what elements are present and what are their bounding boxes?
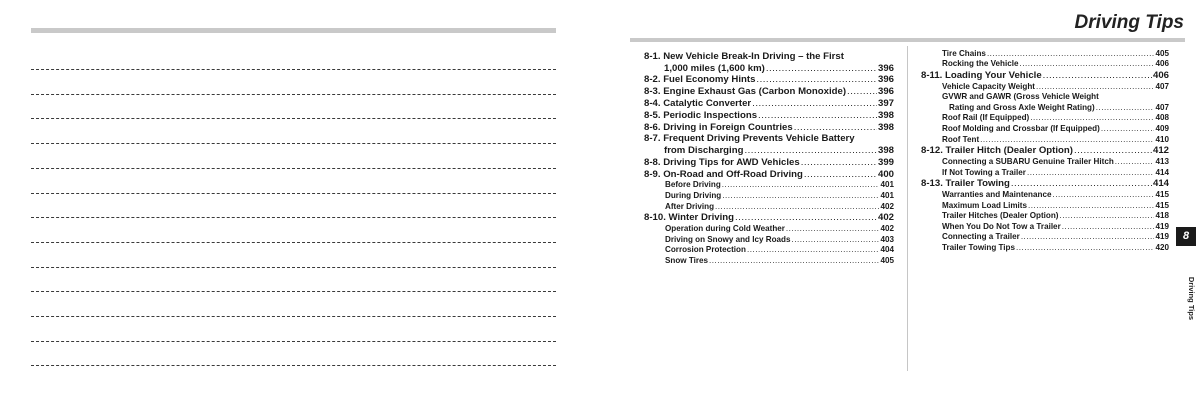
toc-entry-page: 398 xyxy=(877,121,894,133)
toc-entry-page: 408 xyxy=(1155,113,1169,123)
toc-entry-title: Rating and Gross Axle Weight Rating) xyxy=(949,102,1095,112)
toc-entry[interactable] xyxy=(644,212,894,224)
toc-entry-page: 402 xyxy=(880,223,894,233)
toc-entry-title: 8-10. Winter Driving xyxy=(644,212,735,224)
toc-entry-page: 410 xyxy=(1155,134,1169,144)
toc-entry-page: 414 xyxy=(1155,167,1169,177)
toc-leader-dots xyxy=(1096,102,1155,113)
toc-leader-dots xyxy=(1060,210,1155,221)
toc-leader-dots xyxy=(987,48,1155,59)
toc-leader-dots xyxy=(715,201,879,212)
toc-entry-page: 396 xyxy=(877,74,894,86)
toc-entry-page: 418 xyxy=(1155,211,1169,221)
toc-leader-dots xyxy=(722,179,880,190)
toc-leader-dots xyxy=(786,223,880,234)
toc-entry-page: 420 xyxy=(1155,242,1169,252)
note-line xyxy=(31,193,556,194)
note-line xyxy=(31,69,556,70)
toc-leader-dots xyxy=(1074,145,1152,156)
toc-leader-dots xyxy=(1052,189,1154,200)
toc-entry-title: 8-11. Loading Your Vehicle xyxy=(921,69,1042,81)
toc-entry[interactable] xyxy=(921,189,1169,200)
toc-leader-dots xyxy=(756,74,877,85)
note-line xyxy=(31,118,556,119)
toc-entry-title: Vehicle Capacity Weight xyxy=(942,81,1035,91)
toc-entry-page: 413 xyxy=(1155,156,1169,166)
toc-leader-dots xyxy=(722,190,879,201)
toc-entry[interactable] xyxy=(921,232,1169,243)
toc-entry[interactable] xyxy=(921,221,1169,232)
toc-entry[interactable] xyxy=(921,59,1169,70)
toc-entry-page: 402 xyxy=(877,212,894,224)
toc-entry[interactable] xyxy=(921,145,1169,157)
note-line xyxy=(31,365,556,366)
toc-entry-title: Trailer Hitches (Dealer Option) xyxy=(942,211,1059,221)
toc-entry-title: Operation during Cold Weather xyxy=(665,223,785,233)
toc-entry[interactable] xyxy=(921,211,1169,222)
toc-leader-dots xyxy=(709,255,879,266)
toc-entry[interactable] xyxy=(644,190,894,201)
note-line xyxy=(31,94,556,95)
toc-entry[interactable] xyxy=(921,113,1169,124)
toc-entry-page: 406 xyxy=(1152,69,1169,81)
toc-entry-title: Roof Molding and Crossbar (If Equipped) xyxy=(942,123,1100,133)
toc-right-column xyxy=(921,48,1169,253)
note-line xyxy=(31,316,556,317)
column-divider xyxy=(907,46,908,371)
toc-entry-page: 409 xyxy=(1155,123,1169,133)
toc-entry-page: 398 xyxy=(877,145,894,157)
toc-entry-title: 8-1. New Vehicle Break-In Driving – the First xyxy=(644,50,844,62)
toc-entry[interactable] xyxy=(921,92,1169,103)
toc-entry-title: Trailer Towing Tips xyxy=(942,242,1016,252)
toc-entry-page: 399 xyxy=(877,156,894,168)
toc-entry-title: 1,000 miles (1,600 km) xyxy=(664,62,765,74)
toc-leader-dots xyxy=(1036,81,1155,92)
toc-leader-dots xyxy=(758,110,877,121)
toc-entry-page: 400 xyxy=(877,168,894,180)
toc-entry-page: 403 xyxy=(880,234,894,244)
note-line xyxy=(31,143,556,144)
toc-entry-title: 8-4. Catalytic Converter xyxy=(644,97,752,109)
toc-entry-title: Tire Chains xyxy=(942,48,986,58)
toc-leader-dots xyxy=(791,234,879,245)
toc-entry-page: 401 xyxy=(880,190,894,200)
toc-entry-title: from Discharging xyxy=(664,145,744,157)
note-line xyxy=(31,341,556,342)
toc-entry-title: 8-6. Driving in Foreign Countries xyxy=(644,121,793,133)
toc-entry-page: 405 xyxy=(880,255,894,265)
toc-leader-dots xyxy=(735,212,877,223)
toc-entry[interactable] xyxy=(644,133,894,145)
right-page-header-rule xyxy=(630,38,1185,42)
toc-entry-page: 407 xyxy=(1155,102,1169,112)
toc-entry-title: 8-3. Engine Exhaust Gas (Carbon Monoxide) xyxy=(644,86,847,98)
toc-entry-page: 404 xyxy=(880,245,894,255)
toc-entry[interactable] xyxy=(644,109,894,121)
toc-entry-page: 405 xyxy=(1155,48,1169,58)
toc-leader-dots xyxy=(1101,123,1155,134)
note-line xyxy=(31,267,556,268)
toc-entry[interactable] xyxy=(921,69,1169,81)
toc-leader-dots xyxy=(1016,242,1154,253)
toc-leader-dots xyxy=(744,145,877,156)
toc-leader-dots xyxy=(847,86,877,97)
toc-leader-dots xyxy=(1115,156,1155,167)
toc-entry-title: 8-7. Frequent Driving Prevents Vehicle Battery xyxy=(644,133,855,145)
toc-entry[interactable] xyxy=(644,62,894,74)
toc-entry[interactable] xyxy=(644,85,894,97)
toc-entry-page: 419 xyxy=(1155,232,1169,242)
toc-entry-title: 8-2. Fuel Economy Hints xyxy=(644,74,756,86)
toc-entry-title: Maximum Load Limits xyxy=(942,200,1027,210)
toc-entry[interactable] xyxy=(921,48,1169,59)
toc-entry[interactable] xyxy=(644,168,894,180)
note-line xyxy=(31,242,556,243)
toc-entry[interactable] xyxy=(644,144,894,156)
chapter-tab-number[interactable]: 8 xyxy=(1176,227,1196,246)
toc-leader-dots xyxy=(1027,167,1155,178)
toc-entry-title: Before Driving xyxy=(665,180,721,190)
toc-entry-title: After Driving xyxy=(665,201,715,211)
chapter-tab-label: Driving Tips xyxy=(1187,276,1197,321)
toc-entry[interactable] xyxy=(644,97,894,109)
toc-entry[interactable] xyxy=(644,223,894,234)
toc-entry-title: Connecting a SUBARU Genuine Trailer Hitch xyxy=(942,156,1114,166)
toc-leader-dots xyxy=(801,157,877,168)
toc-entry-page: 407 xyxy=(1155,81,1169,91)
toc-entry-page: 397 xyxy=(877,97,894,109)
toc-leader-dots xyxy=(804,169,877,180)
toc-entry-title: 8-9. On-Road and Off-Road Driving xyxy=(644,168,803,180)
toc-entry-title: 8-12. Trailer Hitch (Dealer Option) xyxy=(921,145,1073,157)
toc-leader-dots xyxy=(1030,112,1154,123)
toc-entry-title: GVWR and GAWR (Gross Vehicle Weight xyxy=(942,92,1099,102)
toc-entry[interactable] xyxy=(644,201,894,212)
toc-entry-page: 412 xyxy=(1152,145,1169,157)
toc-entry-title: Roof Tent xyxy=(942,134,980,144)
toc-entry[interactable] xyxy=(644,255,894,266)
toc-entry-page: 419 xyxy=(1155,221,1169,231)
toc-entry-page: 414 xyxy=(1152,178,1169,190)
toc-entry-page: 396 xyxy=(877,62,894,74)
toc-entry[interactable] xyxy=(921,178,1169,190)
toc-entry[interactable] xyxy=(921,81,1169,92)
toc-entry-title: During Driving xyxy=(665,190,722,200)
toc-entry-title: 8-13. Trailer Towing xyxy=(921,178,1010,190)
toc-entry-title: Corrosion Protection xyxy=(665,245,746,255)
note-line xyxy=(31,217,556,218)
toc-entry-page: 406 xyxy=(1155,59,1169,69)
toc-entry[interactable] xyxy=(644,180,894,191)
toc-entry[interactable] xyxy=(921,167,1169,178)
toc-entry[interactable] xyxy=(644,234,894,245)
toc-entry[interactable] xyxy=(644,74,894,86)
toc-leader-dots xyxy=(1062,221,1155,232)
toc-entry-title: 8-5. Periodic Inspections xyxy=(644,109,758,121)
toc-entry[interactable] xyxy=(644,156,894,168)
toc-leader-dots xyxy=(1043,70,1152,81)
toc-entry-page: 415 xyxy=(1155,189,1169,199)
toc-leader-dots xyxy=(794,122,877,133)
toc-leader-dots xyxy=(1019,58,1154,69)
toc-leader-dots xyxy=(752,98,877,109)
toc-entry-title: Snow Tires xyxy=(665,255,709,265)
toc-entry-title: 8-8. Driving Tips for AWD Vehicles xyxy=(644,156,800,168)
toc-entry[interactable] xyxy=(921,123,1169,134)
toc-left-column xyxy=(644,50,894,266)
toc-entry-title: Driving on Snowy and Icy Roads xyxy=(665,234,791,244)
toc-entry[interactable] xyxy=(921,200,1169,211)
toc-entry-title: Rocking the Vehicle xyxy=(942,59,1019,69)
page-title: Driving Tips xyxy=(1074,12,1184,33)
note-line xyxy=(31,168,556,169)
toc-leader-dots xyxy=(1011,178,1152,189)
toc-leader-dots xyxy=(1021,231,1155,242)
toc-entry-title: When You Do Not Tow a Trailer xyxy=(942,221,1061,231)
toc-entry[interactable] xyxy=(921,156,1169,167)
toc-entry[interactable] xyxy=(644,245,894,256)
toc-leader-dots xyxy=(747,244,880,255)
toc-entry-page: 396 xyxy=(877,86,894,98)
toc-leader-dots xyxy=(980,134,1154,145)
toc-entry-title: Warranties and Maintenance xyxy=(942,189,1052,199)
left-page-header-rule xyxy=(31,28,556,33)
toc-entry-page: 401 xyxy=(880,180,894,190)
toc-entry-page: 398 xyxy=(877,109,894,121)
toc-entry[interactable] xyxy=(644,50,894,62)
toc-entry-page: 402 xyxy=(880,201,894,211)
note-line xyxy=(31,291,556,292)
toc-entry[interactable] xyxy=(644,121,894,133)
toc-entry[interactable] xyxy=(921,102,1169,113)
toc-entry-title: If Not Towing a Trailer xyxy=(942,167,1026,177)
toc-entry-title: Roof Rail (If Equipped) xyxy=(942,113,1030,123)
toc-leader-dots xyxy=(766,63,877,74)
toc-entry[interactable] xyxy=(921,134,1169,145)
toc-entry-title: Connecting a Trailer xyxy=(942,232,1020,242)
toc-entry[interactable] xyxy=(921,242,1169,253)
toc-leader-dots xyxy=(1028,200,1154,211)
toc-entry-page: 415 xyxy=(1155,200,1169,210)
